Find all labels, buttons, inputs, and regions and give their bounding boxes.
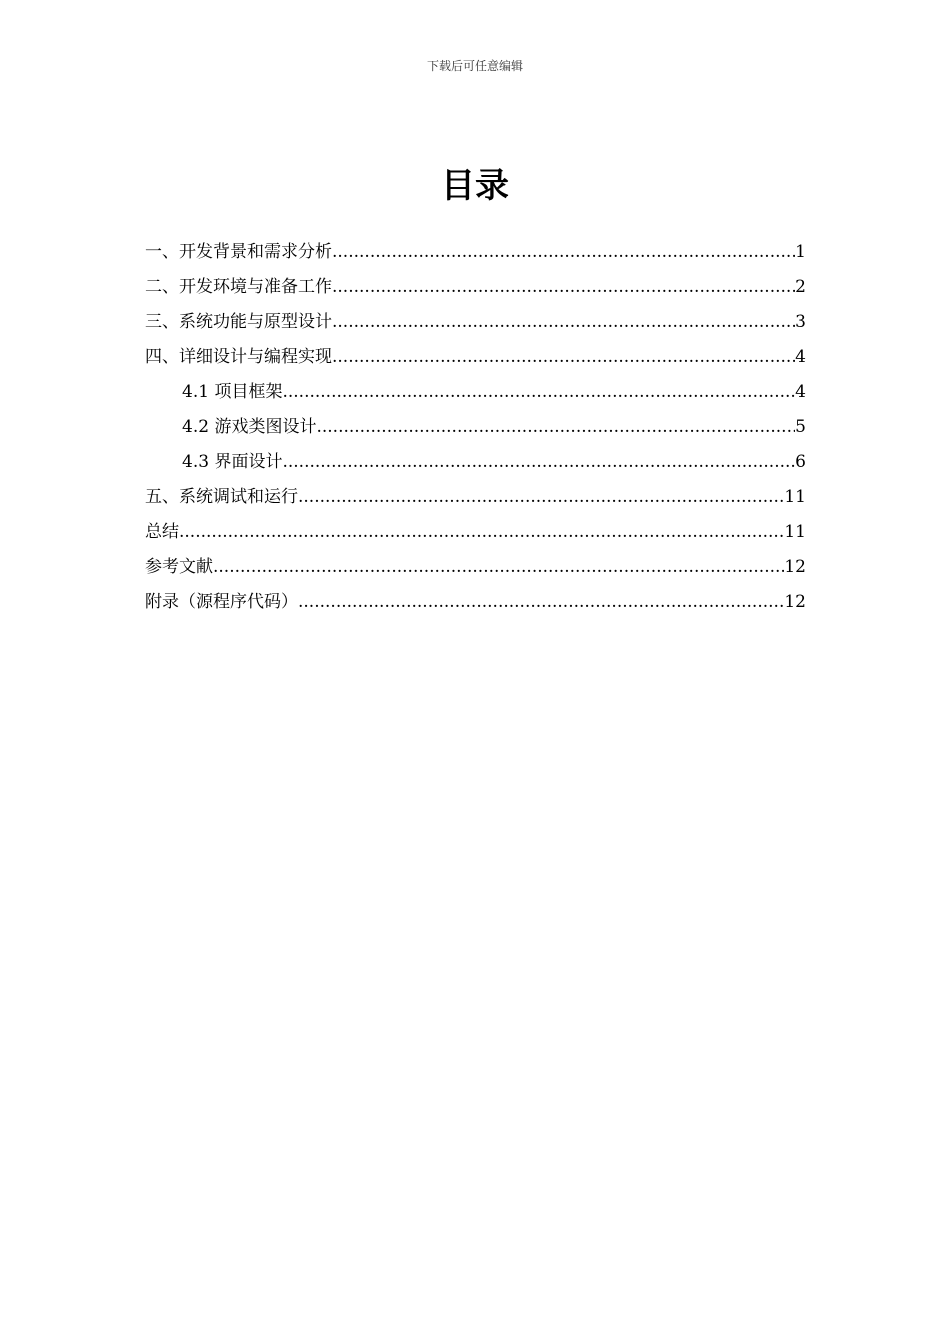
- toc-page-number: 3: [795, 312, 806, 332]
- toc-entry-text: 三、系统功能与原型设计: [145, 312, 332, 332]
- toc-title: 目录: [441, 166, 509, 206]
- toc-dot-leader: [282, 375, 795, 410]
- header-note: 下载后可任意编辑: [426, 59, 523, 73]
- toc-entry-text: 四、详细设计与编程实现: [145, 347, 332, 367]
- toc-entry[interactable]: [145, 480, 806, 515]
- toc-dot-leader: [298, 480, 784, 515]
- toc-dot-leader: [316, 410, 795, 445]
- toc-page-number: 11: [784, 487, 806, 507]
- toc-page-number: 11: [784, 522, 806, 542]
- toc-entry[interactable]: [145, 235, 806, 270]
- toc-page-number: 12: [784, 557, 806, 577]
- toc-entry-text: 4.3 界面设计: [182, 452, 283, 472]
- toc-entry-text: 参考文献: [145, 557, 213, 577]
- toc-dot-leader: [332, 235, 795, 270]
- toc-entry[interactable]: [145, 550, 806, 585]
- toc-page-number: 4: [795, 382, 806, 402]
- toc-page-number: 12: [784, 592, 806, 612]
- toc-entry[interactable]: [145, 410, 806, 445]
- toc-entry[interactable]: [145, 515, 806, 550]
- toc-dot-leader: [298, 585, 784, 620]
- toc-entry-text: 一、开发背景和需求分析: [145, 242, 332, 262]
- toc-entry[interactable]: [145, 305, 806, 340]
- table-of-contents: [145, 235, 806, 620]
- toc-page-number: 4: [795, 347, 806, 367]
- toc-page-number: 2: [795, 277, 806, 297]
- toc-dot-leader: [332, 305, 795, 340]
- toc-page-number: 5: [795, 417, 806, 437]
- toc-page-number: 6: [795, 452, 806, 472]
- toc-entry[interactable]: [145, 585, 806, 620]
- toc-entry[interactable]: [145, 445, 806, 480]
- toc-dot-leader: [282, 445, 795, 480]
- toc-page-number: 1: [795, 242, 806, 262]
- toc-entry[interactable]: [145, 340, 806, 375]
- toc-dot-leader: [179, 515, 784, 550]
- toc-entry-text: 二、开发环境与准备工作: [145, 277, 332, 297]
- toc-entry-text: 五、系统调试和运行: [145, 487, 298, 507]
- toc-entry-text: 附录（源程序代码）: [145, 592, 298, 612]
- toc-entry-text: 总结: [145, 522, 179, 542]
- toc-dot-leader: [332, 340, 795, 375]
- toc-dot-leader: [332, 270, 795, 305]
- toc-entry[interactable]: [145, 270, 806, 305]
- toc-dot-leader: [213, 550, 784, 585]
- toc-entry[interactable]: [145, 375, 806, 410]
- toc-entry-text: 4.2 游戏类图设计: [182, 417, 317, 437]
- toc-entry-text: 4.1 项目框架: [182, 382, 283, 402]
